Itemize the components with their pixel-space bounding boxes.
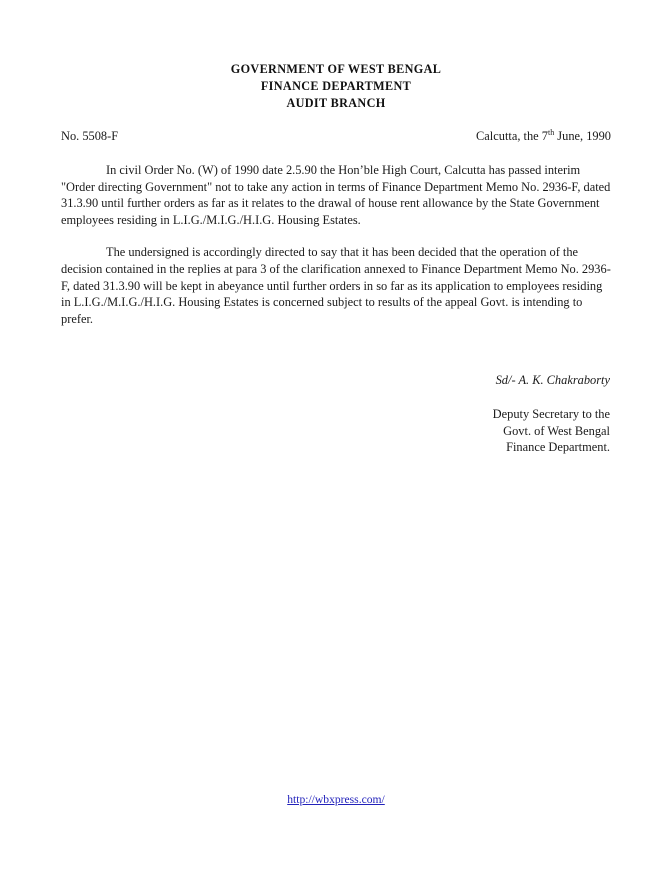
reference-row <box>61 128 611 144</box>
memo-date <box>476 128 611 144</box>
letterhead <box>0 61 672 112</box>
memo-date-prefix: Calcutta, the 7 <box>476 129 548 143</box>
signatory-name: Sd/- A. K. Chakraborty <box>495 373 610 387</box>
signature-block <box>350 372 610 389</box>
memo-date-rest: June, 1990 <box>554 129 611 143</box>
designation-line-government: Govt. of West Bengal <box>503 423 610 438</box>
page-footer <box>0 790 672 808</box>
designation-line-title: Deputy Secretary to the <box>492 407 610 421</box>
designation-line-department: Finance Department. <box>506 440 610 455</box>
memo-date-ordinal: th <box>547 127 555 137</box>
designation-block <box>350 406 610 456</box>
letterhead-line-government: GOVERNMENT OF WEST BENGAL <box>230 62 442 76</box>
letterhead-line-department: FINANCE DEPARTMENT <box>260 79 412 93</box>
document-body <box>61 162 613 343</box>
letterhead-line-branch: AUDIT BRANCH <box>286 96 386 110</box>
body-paragraph-2: The undersigned is accordingly directed to say that it has been decided that the operation of the decision contained in the replies at para 3 of the clarification annexed to Finance Department Memo No. 2936-F, dated 31.3.90 will be kept in abeyance until further orders in so far as its application to employees residing in L.I.G./M.I.G./H.I.G. Housing Estates is concerned subject to results of the appeal Govt. is intending to prefer. <box>61 245 611 326</box>
source-website-link[interactable]: http://wbxpress.com/ <box>287 793 385 806</box>
body-paragraph-1: In civil Order No. (W) of 1990 date 2.5.90 the Hon’ble High Court, Calcutta has passed interim "Order directing Government" not to take any action in terms of Finance Department Memo No. 2936-F, dated 31.3.90 until further orders as far as it relates to the drawal of house rent allowance by the State Government employees residing in L.I.G./M.I.G./H.I.G. Housing Estates. <box>61 163 611 227</box>
memo-number: No. 5508-F <box>61 129 119 143</box>
